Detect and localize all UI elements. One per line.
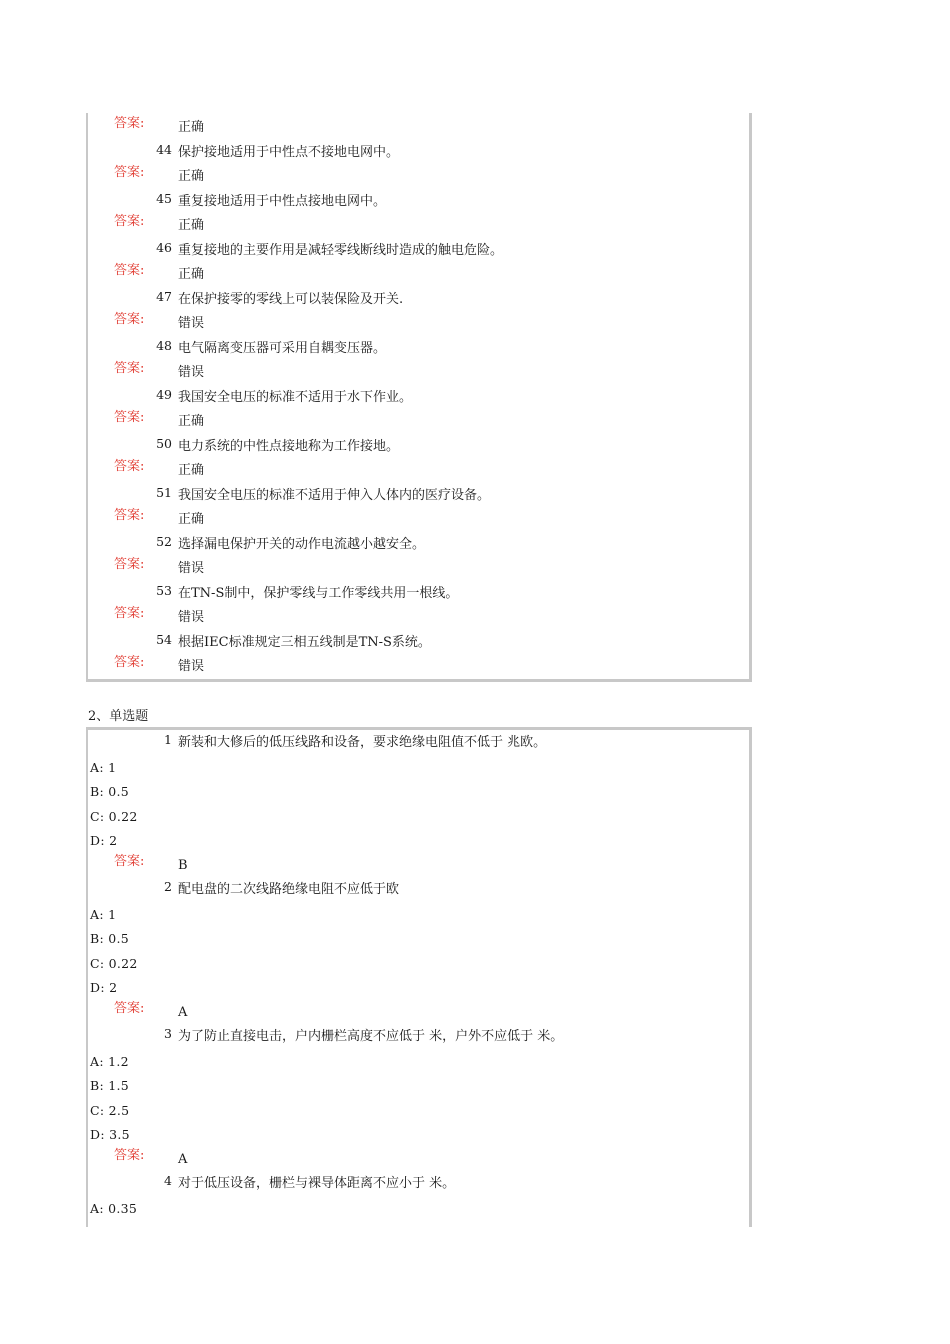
question-number: 47: [156, 288, 172, 304]
option-text: C: 0.22: [90, 955, 138, 971]
answer-row: [88, 116, 749, 141]
question-text: 对于低压设备，栅栏与裸导体距离不应小于 米。: [178, 1176, 456, 1191]
answer-row: [88, 1148, 749, 1173]
question-number: 1: [164, 732, 172, 747]
question-text: 配电盘的二次线路绝缘电阻不应低于欧: [178, 882, 400, 897]
question-text: 在TN-S制中，保护零线与工作零线共用一根线。: [178, 585, 459, 601]
option-row: [88, 1197, 749, 1222]
option-text: B: 1.5: [90, 1078, 130, 1093]
question-number: 53: [156, 582, 172, 598]
single-choice-list: [88, 731, 749, 1221]
answer-label: 答案:: [114, 116, 145, 131]
answer-value: 错误: [178, 610, 205, 625]
answer-row: [88, 410, 749, 435]
question-row: [88, 582, 749, 607]
answer-row: [88, 263, 749, 288]
answer-value: 正确: [178, 120, 205, 135]
answer-value: 正确: [178, 512, 205, 527]
option-row: [88, 1050, 749, 1075]
answer-label: 答案:: [114, 361, 145, 376]
answer-row: [88, 312, 749, 337]
option-row: [88, 780, 749, 805]
option-text: D: 2: [90, 833, 118, 848]
option-row: [88, 756, 749, 781]
question-row: [88, 141, 749, 166]
question-text: 选择漏电保护开关的动作电流越小越安全。: [178, 536, 426, 552]
question-number: 52: [156, 533, 172, 549]
option-row: [88, 1123, 749, 1148]
question-text: 为了防止直接电击，户内栅栏高度不应低于 米，户外不应低于 米。: [178, 1029, 564, 1044]
answer-row: [88, 214, 749, 239]
question-text: 在保护接零的零线上可以装保险及开关.: [178, 291, 404, 307]
answer-value: 正确: [178, 414, 205, 429]
answer-row: [88, 508, 749, 533]
question-text: 保护接地适用于中性点不接地电网中。: [178, 144, 400, 160]
question-number: 50: [156, 435, 172, 451]
question-row: [88, 1025, 749, 1050]
question-text: 重复接地的主要作用是减轻零线断线时造成的触电危险。: [178, 242, 504, 258]
option-text: C: 2.5: [90, 1102, 130, 1118]
question-number: 4: [164, 1173, 172, 1188]
question-row: [88, 239, 749, 264]
option-text: D: 2: [90, 980, 118, 995]
answer-label: 答案:: [114, 214, 145, 229]
option-row: [88, 805, 749, 830]
answer-label: 答案:: [114, 853, 145, 869]
question-text: 电气隔离变压器可采用自耦变压器。: [178, 340, 387, 356]
question-text: 我国安全电压的标准不适用于伸入人体内的医疗设备。: [178, 487, 491, 503]
answer-row: [88, 854, 749, 879]
question-number: 2: [164, 879, 172, 894]
question-row: [88, 731, 749, 756]
answer-value: A: [178, 1004, 188, 1020]
question-row: [88, 190, 749, 215]
question-row: [88, 484, 749, 509]
option-row: [88, 952, 749, 977]
question-text: 我国安全电压的标准不适用于水下作业。: [178, 389, 413, 405]
true-false-panel: [86, 113, 752, 682]
question-text: 新装和大修后的低压线路和设备，要求绝缘电阻值不低于 兆欧。: [178, 735, 547, 750]
question-number: 45: [156, 190, 172, 206]
option-text: A: 0.35: [90, 1200, 138, 1216]
answer-value: 正确: [178, 169, 205, 184]
single-choice-panel: [86, 727, 752, 1227]
section-title-single-choice: 2、单选题: [88, 709, 149, 724]
question-number: 51: [156, 484, 172, 500]
option-text: A: 1: [90, 759, 117, 775]
question-row: [88, 1172, 749, 1197]
answer-label: 答案:: [114, 655, 145, 670]
answer-value: 错误: [178, 365, 205, 380]
question-row: [88, 878, 749, 903]
question-row: [88, 631, 749, 656]
option-text: B: 0.5: [90, 931, 130, 946]
option-text: A: 1: [90, 906, 117, 922]
option-text: C: 0.22: [90, 808, 138, 824]
option-row: [88, 976, 749, 1001]
answer-label: 答案:: [114, 1147, 145, 1163]
question-number: 54: [156, 631, 172, 647]
question-number: 44: [156, 141, 172, 157]
question-row: [88, 386, 749, 411]
question-row: [88, 288, 749, 313]
answer-row: [88, 606, 749, 631]
question-number: 46: [156, 239, 172, 255]
question-text: 重复接地适用于中性点接地电网中。: [178, 193, 387, 209]
question-text: 根据IEC标准规定三相五线制是TN-S系统。: [178, 634, 431, 650]
question-row: [88, 337, 749, 362]
option-text: A: 1.2: [90, 1053, 129, 1069]
answer-label: 答案:: [114, 557, 145, 572]
question-row: [88, 435, 749, 460]
question-number: 48: [156, 337, 172, 353]
answer-value: 错误: [178, 659, 205, 674]
answer-value: A: [178, 1151, 188, 1167]
option-row: [88, 829, 749, 854]
answer-label: 答案:: [114, 263, 145, 278]
option-row: [88, 927, 749, 952]
answer-label: 答案:: [114, 1000, 145, 1016]
option-row: [88, 903, 749, 928]
option-row: [88, 1099, 749, 1124]
answer-row: [88, 361, 749, 386]
answer-value: 错误: [178, 561, 205, 576]
option-text: D: 3.5: [90, 1127, 130, 1142]
answer-value: 错误: [178, 316, 205, 331]
question-number: 49: [156, 386, 172, 402]
question-row: [88, 533, 749, 558]
answer-label: 答案:: [114, 410, 145, 425]
answer-label: 答案:: [114, 606, 145, 621]
answer-label: 答案:: [114, 312, 145, 327]
answer-row: [88, 655, 749, 680]
option-text: B: 0.5: [90, 784, 130, 799]
answer-row: [88, 557, 749, 582]
true-false-list: [88, 116, 749, 680]
answer-label: 答案:: [114, 459, 145, 474]
answer-label: 答案:: [114, 165, 145, 180]
answer-row: [88, 165, 749, 190]
answer-value: 正确: [178, 463, 205, 478]
answer-label: 答案:: [114, 508, 145, 523]
answer-value: 正确: [178, 218, 205, 233]
question-number: 3: [164, 1026, 172, 1041]
option-row: [88, 1074, 749, 1099]
answer-value: 正确: [178, 267, 205, 282]
answer-value: B: [178, 857, 188, 873]
answer-row: [88, 459, 749, 484]
answer-row: [88, 1001, 749, 1026]
question-text: 电力系统的中性点接地称为工作接地。: [178, 438, 400, 454]
